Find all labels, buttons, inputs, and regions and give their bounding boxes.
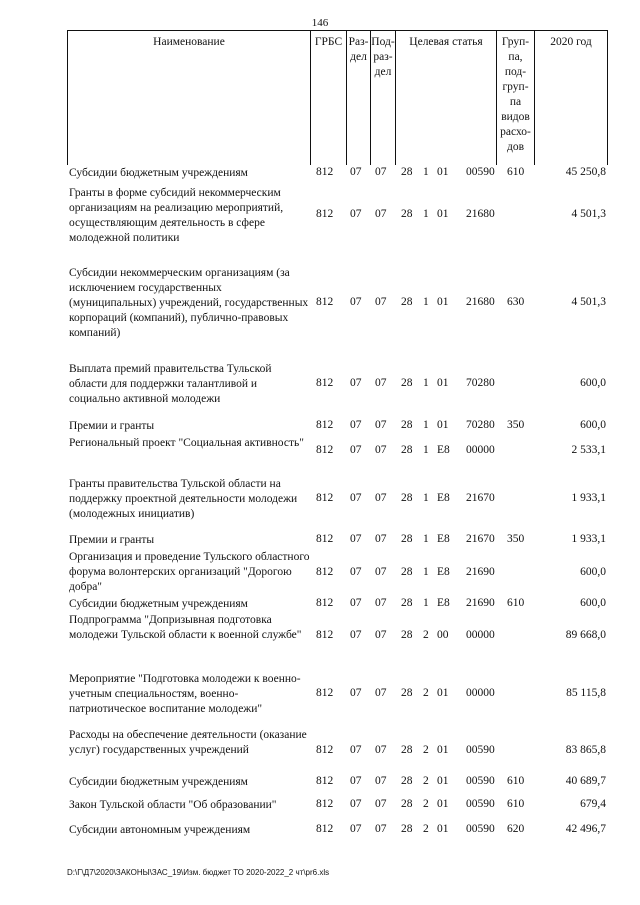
row-target-subprogram: 2 [423,687,429,699]
row-name: Гранты в форме субсидий некоммерческим организациям на реализацию мероприятий, осуществляющим деятельность в сфере молодежной политики [69,187,284,244]
row-target-direction: 21690 [466,566,495,578]
row-target-program: 28 [401,166,413,178]
row-expense-type: 620 [507,823,525,835]
page-number: 146 [311,17,329,29]
row-amount-2020: 2 533,1 [571,444,606,456]
row-target-program: 28 [401,296,413,308]
file-path-footer: D:\Г\Д7\2020\ЗАКОНЫ\ЗАС_19\Изм. бюджет ТО 2020-2022_2 чт\pr6.xls [67,868,330,877]
row-grbs: 812 [316,166,334,178]
row-grbs: 812 [316,377,334,389]
row-podrazdel: 07 [375,798,387,810]
row-razdel: 07 [350,823,362,835]
row-name: Гранты правительства Тульской области на поддержку проектной деятельности молодежи (молодежных инициатив) [69,478,298,520]
row-target-subprogram: 1 [423,566,429,578]
row-name: Организация и проведение Тульского областного форума волонтерских организаций "Дорогою добра" [69,551,310,593]
row-amount-2020: 4 501,3 [571,208,606,220]
row-podrazdel: 07 [375,744,387,756]
row-target-event: 01 [437,823,449,835]
row-podrazdel: 07 [375,419,387,431]
row-target-subprogram: 1 [423,492,429,504]
row-target-program: 28 [401,566,413,578]
row-expense-type: 350 [507,533,525,545]
row-target-direction: 00590 [466,166,495,178]
row-amount-2020: 600,0 [580,419,606,431]
row-grbs: 812 [316,775,334,787]
row-razdel: 07 [350,775,362,787]
row-target-subprogram: 1 [423,597,429,609]
header-razdel: Раз- дел [348,36,369,63]
row-target-event: E8 [437,444,450,456]
row-target-program: 28 [401,492,413,504]
row-target-event: 01 [437,798,449,810]
row-target-direction: 21690 [466,597,495,609]
row-name: Закон Тульской области "Об образовании" [69,799,277,811]
row-target-program: 28 [401,798,413,810]
row-target-program: 28 [401,775,413,787]
row-target-event: 00 [437,629,449,641]
row-target-program: 28 [401,629,413,641]
row-target-direction: 00000 [466,629,495,641]
row-podrazdel: 07 [375,377,387,389]
row-podrazdel: 07 [375,533,387,545]
row-razdel: 07 [350,533,362,545]
row-razdel: 07 [350,444,362,456]
table-header [67,30,608,165]
row-target-event: 01 [437,377,449,389]
header-podrazdel: Под- раз- дел [371,36,395,78]
row-name: Субсидии некоммерческим организациям (за исключением государственных (муниципальных) учреждений, государственных корпораций (компаний), публично-правовых компаний) [69,267,309,339]
row-podrazdel: 07 [375,629,387,641]
row-razdel: 07 [350,744,362,756]
column-divider [395,31,396,165]
row-name: Региональный проект "Социальная активность" [69,437,304,449]
row-target-event: E8 [437,597,450,609]
row-target-event: 01 [437,687,449,699]
row-target-subprogram: 2 [423,744,429,756]
row-grbs: 812 [316,566,334,578]
row-grbs: 812 [316,744,334,756]
header-target: Целевая статья [409,36,483,48]
row-podrazdel: 07 [375,566,387,578]
row-target-subprogram: 2 [423,775,429,787]
row-razdel: 07 [350,687,362,699]
row-target-program: 28 [401,419,413,431]
row-target-direction: 70280 [466,377,495,389]
row-target-direction: 21670 [466,492,495,504]
row-name: Премии и гранты [69,534,155,546]
row-podrazdel: 07 [375,687,387,699]
row-razdel: 07 [350,419,362,431]
row-target-subprogram: 1 [423,166,429,178]
row-amount-2020: 1 933,1 [571,492,606,504]
row-target-program: 28 [401,533,413,545]
row-target-direction: 70280 [466,419,495,431]
header-vid: Груп- па, под- груп- па видов расхо- дов [500,36,531,153]
row-name: Расходы на обеспечение деятельности (оказание услуг) государственных учреждений [69,729,307,756]
row-grbs: 812 [316,687,334,699]
row-target-event: 01 [437,208,449,220]
row-amount-2020: 600,0 [580,566,606,578]
row-podrazdel: 07 [375,296,387,308]
row-expense-type: 610 [507,597,525,609]
row-grbs: 812 [316,444,334,456]
row-razdel: 07 [350,492,362,504]
row-grbs: 812 [316,419,334,431]
row-name: Мероприятие "Подготовка молодежи к военно-учетным специальностям, военно-патриотическое воспитание молодежи" [69,673,301,715]
header-grbs: ГРБС [314,36,343,48]
row-target-subprogram: 1 [423,296,429,308]
row-target-subprogram: 1 [423,533,429,545]
row-amount-2020: 600,0 [580,377,606,389]
row-grbs: 812 [316,296,334,308]
row-grbs: 812 [316,533,334,545]
row-podrazdel: 07 [375,166,387,178]
row-amount-2020: 83 865,8 [565,744,606,756]
row-target-direction: 21680 [466,296,495,308]
row-target-event: 01 [437,296,449,308]
row-target-subprogram: 2 [423,629,429,641]
row-razdel: 07 [350,377,362,389]
row-target-direction: 00000 [466,687,495,699]
row-grbs: 812 [316,492,334,504]
row-razdel: 07 [350,296,362,308]
row-podrazdel: 07 [375,208,387,220]
row-target-subprogram: 2 [423,823,429,835]
row-grbs: 812 [316,629,334,641]
row-target-subprogram: 1 [423,208,429,220]
row-target-program: 28 [401,687,413,699]
row-amount-2020: 45 250,8 [565,166,606,178]
row-amount-2020: 42 496,7 [565,823,606,835]
row-name: Субсидии бюджетным учреждениям [69,598,248,610]
row-target-direction: 00590 [466,744,495,756]
row-amount-2020: 85 115,8 [566,687,606,699]
row-expense-type: 610 [507,798,525,810]
row-razdel: 07 [350,798,362,810]
row-target-program: 28 [401,597,413,609]
row-target-program: 28 [401,823,413,835]
row-target-program: 28 [401,208,413,220]
row-amount-2020: 600,0 [580,597,606,609]
header-year: 2020 год [550,36,592,48]
row-target-event: 01 [437,744,449,756]
row-target-subprogram: 1 [423,377,429,389]
row-expense-type: 610 [507,166,525,178]
row-razdel: 07 [350,629,362,641]
row-expense-type: 610 [507,775,525,787]
row-grbs: 812 [316,597,334,609]
row-name: Выплата премий правительства Тульской области для поддержки талантливой и социально активной молодежи [69,363,272,405]
row-razdel: 07 [350,597,362,609]
row-target-event: 01 [437,775,449,787]
row-target-event: 01 [437,166,449,178]
row-target-direction: 00590 [466,775,495,787]
row-name: Субсидии автономным учреждениям [69,824,251,836]
row-name: Субсидии бюджетным учреждениям [69,167,248,179]
row-target-subprogram: 1 [423,444,429,456]
row-target-event: 01 [437,419,449,431]
row-amount-2020: 89 668,0 [565,629,606,641]
row-podrazdel: 07 [375,444,387,456]
row-target-event: E8 [437,566,450,578]
column-divider [534,31,535,165]
row-name: Премии и гранты [69,420,155,432]
row-razdel: 07 [350,208,362,220]
row-podrazdel: 07 [375,492,387,504]
row-target-direction: 21680 [466,208,495,220]
row-podrazdel: 07 [375,597,387,609]
row-grbs: 812 [316,823,334,835]
row-amount-2020: 1 933,1 [571,533,606,545]
row-target-event: E8 [437,492,450,504]
header-name: Наименование [153,36,225,48]
row-amount-2020: 40 689,7 [565,775,606,787]
row-target-subprogram: 1 [423,419,429,431]
column-divider [310,31,311,165]
row-target-program: 28 [401,744,413,756]
row-target-program: 28 [401,377,413,389]
row-razdel: 07 [350,166,362,178]
row-expense-type: 350 [507,419,525,431]
row-target-event: E8 [437,533,450,545]
row-expense-type: 630 [507,296,525,308]
row-podrazdel: 07 [375,823,387,835]
row-target-direction: 00590 [466,798,495,810]
row-target-program: 28 [401,444,413,456]
row-amount-2020: 679,4 [580,798,606,810]
row-target-direction: 00590 [466,823,495,835]
row-razdel: 07 [350,566,362,578]
row-amount-2020: 4 501,3 [571,296,606,308]
row-target-direction: 00000 [466,444,495,456]
row-grbs: 812 [316,798,334,810]
row-grbs: 812 [316,208,334,220]
row-name: Субсидии бюджетным учреждениям [69,776,248,788]
row-name: Подпрограмма "Допризывная подготовка молодежи Тульской области к военной службе" [69,614,302,641]
row-target-subprogram: 2 [423,798,429,810]
row-target-direction: 21670 [466,533,495,545]
row-podrazdel: 07 [375,775,387,787]
